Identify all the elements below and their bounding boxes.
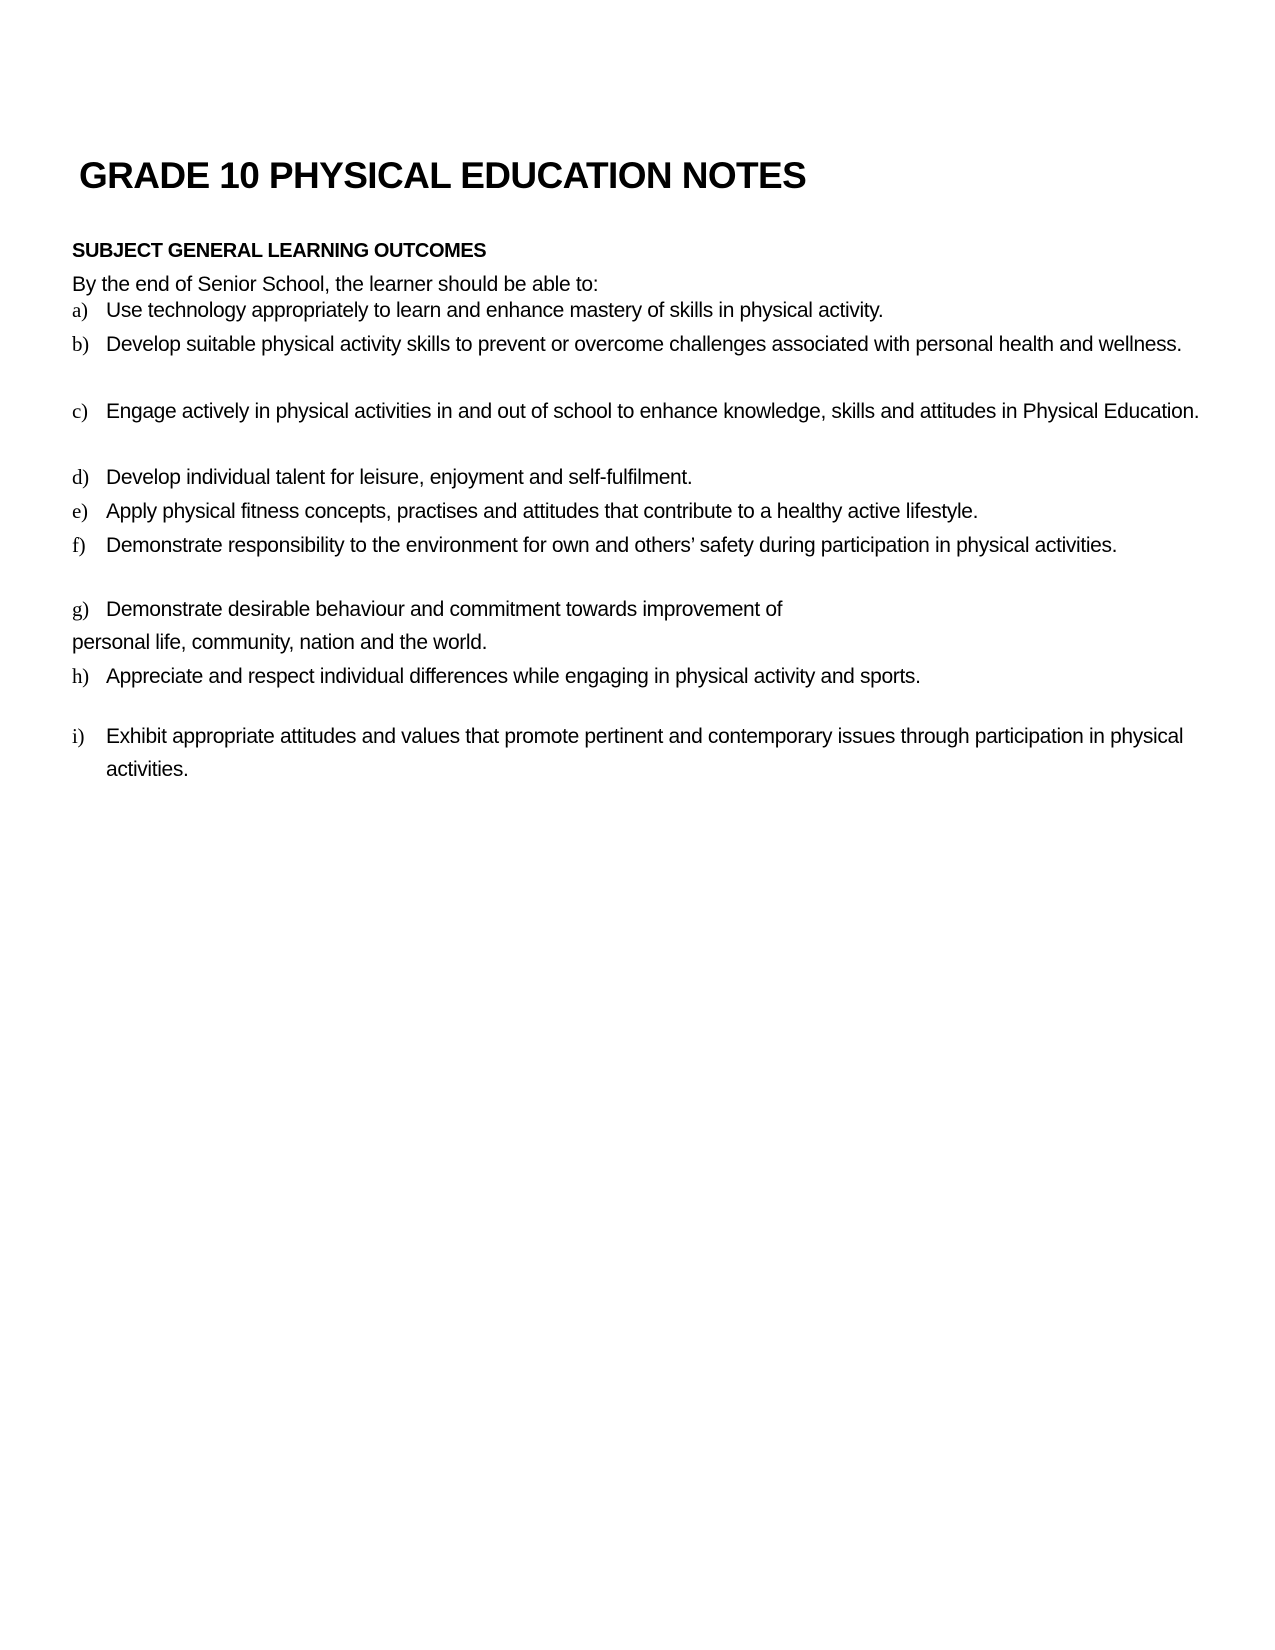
outcome-marker: g) (72, 597, 89, 621)
outcome-text: Apply physical fitness concepts, practises and attitudes that contribute to a healthy active lifestyle. (106, 500, 979, 523)
outcome-marker: e) (72, 499, 88, 523)
outcome-item-a (72, 294, 1222, 327)
outcome-marker: b) (72, 332, 89, 356)
outcome-text: Demonstrate desirable behaviour and commitment towards improvement of (106, 598, 783, 621)
outcome-item-h (72, 660, 1222, 693)
outcome-text-continued: personal life, community, nation and the world. (72, 631, 488, 654)
outcome-text: Develop suitable physical activity skills to prevent or overcome challenges associated with personal health and wellness. (106, 333, 1182, 356)
outcome-item-b (72, 328, 1222, 361)
outcome-text: Appreciate and respect individual differences while engaging in physical activity and sports. (106, 665, 921, 688)
outcome-item-i (72, 720, 1222, 786)
outcome-marker: h) (72, 664, 89, 688)
outcome-marker: a) (72, 298, 88, 322)
section-heading: SUBJECT GENERAL LEARNING OUTCOMES (72, 240, 487, 262)
intro-text: By the end of Senior School, the learner should be able to: (72, 273, 599, 296)
outcome-item-d (72, 461, 1222, 494)
document-title: GRADE 10 PHYSICAL EDUCATION NOTES (79, 155, 807, 196)
outcome-item-g (72, 593, 1222, 659)
outcome-item-c (72, 395, 1222, 428)
outcome-text: Use technology appropriately to learn and enhance mastery of skills in physical activity. (106, 299, 884, 322)
outcome-text: Exhibit appropriate attitudes and values that promote pertinent and contemporary issues through participation in physical activities. (106, 725, 1184, 781)
outcome-text: Demonstrate responsibility to the environment for own and others’ safety during participation in physical activities. (106, 534, 1118, 557)
outcome-text: Engage actively in physical activities in and out of school to enhance knowledge, skills and attitudes in Physical Education. (106, 400, 1200, 423)
outcome-marker: d) (72, 465, 89, 489)
outcome-text: Develop individual talent for leisure, enjoyment and self-fulfilment. (106, 466, 693, 489)
outcome-marker: c) (72, 399, 88, 423)
outcome-marker: i) (72, 724, 85, 748)
outcome-marker: f) (72, 533, 86, 557)
outcome-item-e (72, 495, 1222, 528)
outcome-item-f (72, 529, 1222, 562)
